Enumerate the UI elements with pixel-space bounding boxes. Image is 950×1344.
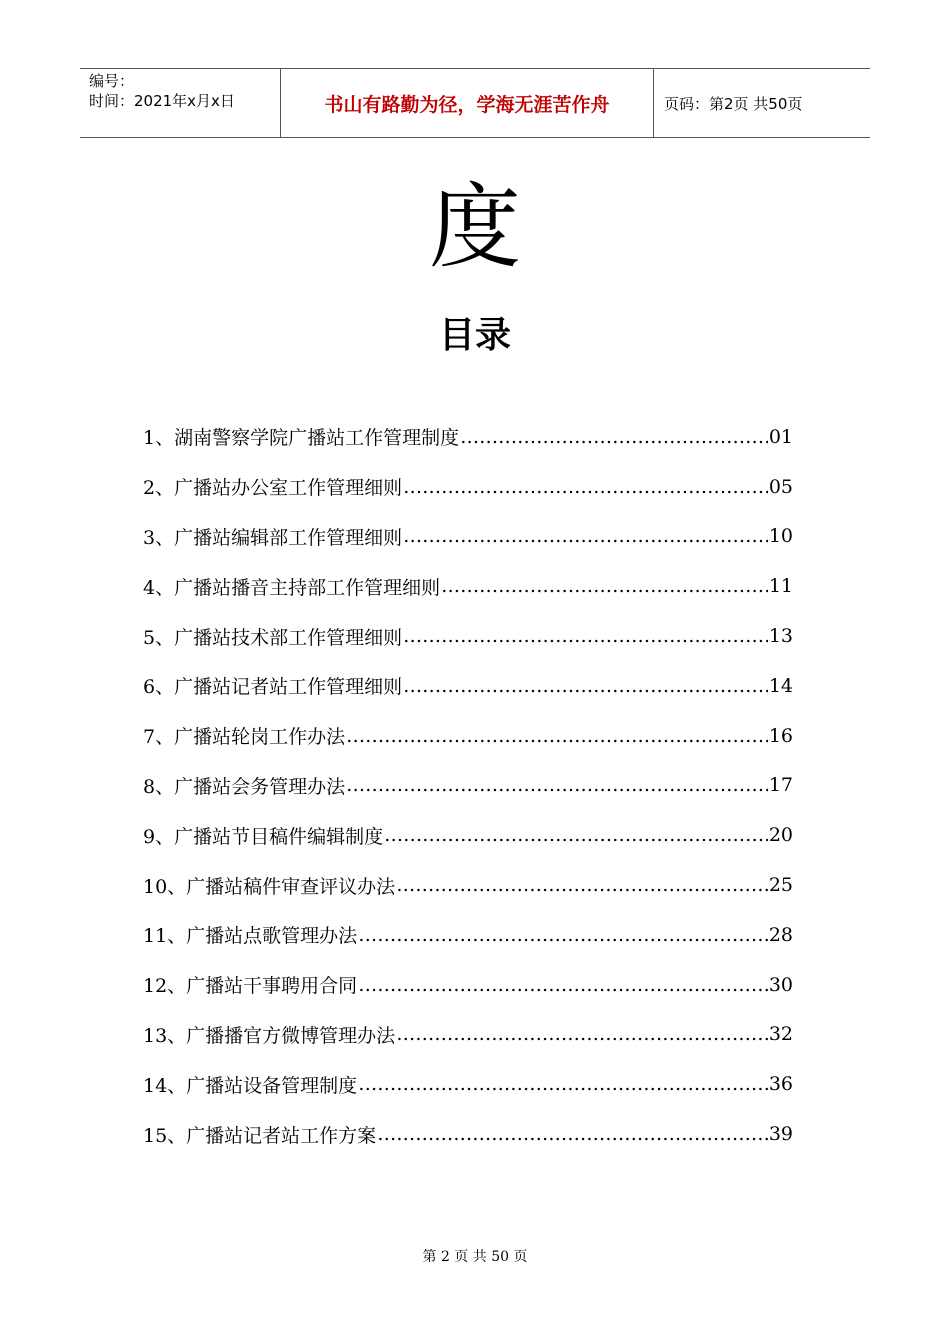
toc-item[interactable] [143,761,793,811]
toc-item-page: 32 [768,1023,793,1046]
toc-item-label: 12、广播站干事聘用合同 [143,975,358,998]
toc-leader-dots [403,675,768,697]
toc-item-label: 7、广播站轮岗工作办法 [143,726,346,749]
toc-item-label: 2、广播站办公室工作管理细则 [143,477,403,500]
toc-item-label: 11、广播站点歌管理办法 [143,925,358,948]
toc-item[interactable] [143,1109,793,1159]
toc-leader-dots [377,1123,768,1145]
toc-title: 目录 [438,315,511,356]
toc-item[interactable] [143,412,793,462]
toc-item-label: 9、广播站节目稿件编辑制度 [143,825,384,848]
toc-leader-dots [358,974,768,996]
toc-item-page: 17 [768,774,793,797]
toc-item[interactable] [143,611,793,661]
heading-fragment: 度 [428,174,521,281]
toc-item[interactable] [143,462,793,512]
toc-item-page: 14 [768,674,793,697]
toc-leader-dots [441,575,768,597]
toc-item-page: 05 [768,475,793,498]
toc-item[interactable] [143,1059,793,1109]
toc-item[interactable] [143,711,793,761]
toc-item-page: 30 [768,973,793,996]
toc-item-label: 14、广播站设备管理制度 [143,1074,358,1097]
toc-leader-dots [460,426,768,448]
toc-item-page: 28 [768,923,793,946]
toc-item-page: 10 [768,525,793,548]
page-header [80,68,870,138]
toc-item[interactable] [143,860,793,910]
toc-item-label: 6、广播站记者站工作管理细则 [143,676,403,699]
toc-item-label: 4、广播站播音主持部工作管理细则 [143,576,441,599]
toc-item-label: 8、广播站会务管理办法 [143,775,346,798]
toc-item[interactable] [143,810,793,860]
table-of-contents [143,412,793,1159]
header-meta [80,69,281,137]
toc-item[interactable] [143,661,793,711]
toc-item-page: 20 [768,824,793,847]
toc-item-page: 39 [768,1123,793,1146]
toc-item-page: 16 [768,724,793,747]
toc-item-page: 13 [768,625,793,648]
header-motto: 书山有路勤为径，学海无涯苦作舟 [281,69,654,137]
toc-item[interactable] [143,561,793,611]
document-number-label: 编号： [89,72,135,90]
toc-item-label: 15、广播站记者站工作方案 [143,1124,377,1147]
toc-item-label: 3、广播站编辑部工作管理细则 [143,526,403,549]
toc-leader-dots [346,774,768,796]
toc-item[interactable] [143,1010,793,1060]
toc-leader-dots [384,824,768,846]
toc-item-label: 1、湖南警察学院广播站工作管理制度 [143,427,460,450]
toc-leader-dots [346,725,768,747]
toc-leader-dots [396,874,768,896]
toc-item-page: 01 [768,425,793,448]
toc-item-page: 25 [768,874,793,897]
toc-item[interactable] [143,910,793,960]
toc-leader-dots [403,625,768,647]
toc-item-label: 5、广播站技术部工作管理细则 [143,626,403,649]
toc-leader-dots [403,476,768,498]
toc-leader-dots [396,1023,768,1045]
page-footer: 第 2 页 共 50 页 [422,1249,528,1265]
toc-item-label: 13、广播播官方微博管理办法 [143,1024,396,1047]
toc-leader-dots [358,1073,768,1095]
toc-item[interactable] [143,512,793,562]
toc-leader-dots [358,924,768,946]
toc-item-page: 36 [768,1073,793,1096]
toc-item-page: 11 [768,575,793,598]
toc-leader-dots [403,525,768,547]
header-page-info: 页码：第2页 共50页 [664,94,803,113]
toc-item[interactable] [143,960,793,1010]
document-time-label: 时间：2021年x月x日 [89,92,235,110]
toc-item-label: 10、广播站稿件审查评议办法 [143,875,396,898]
